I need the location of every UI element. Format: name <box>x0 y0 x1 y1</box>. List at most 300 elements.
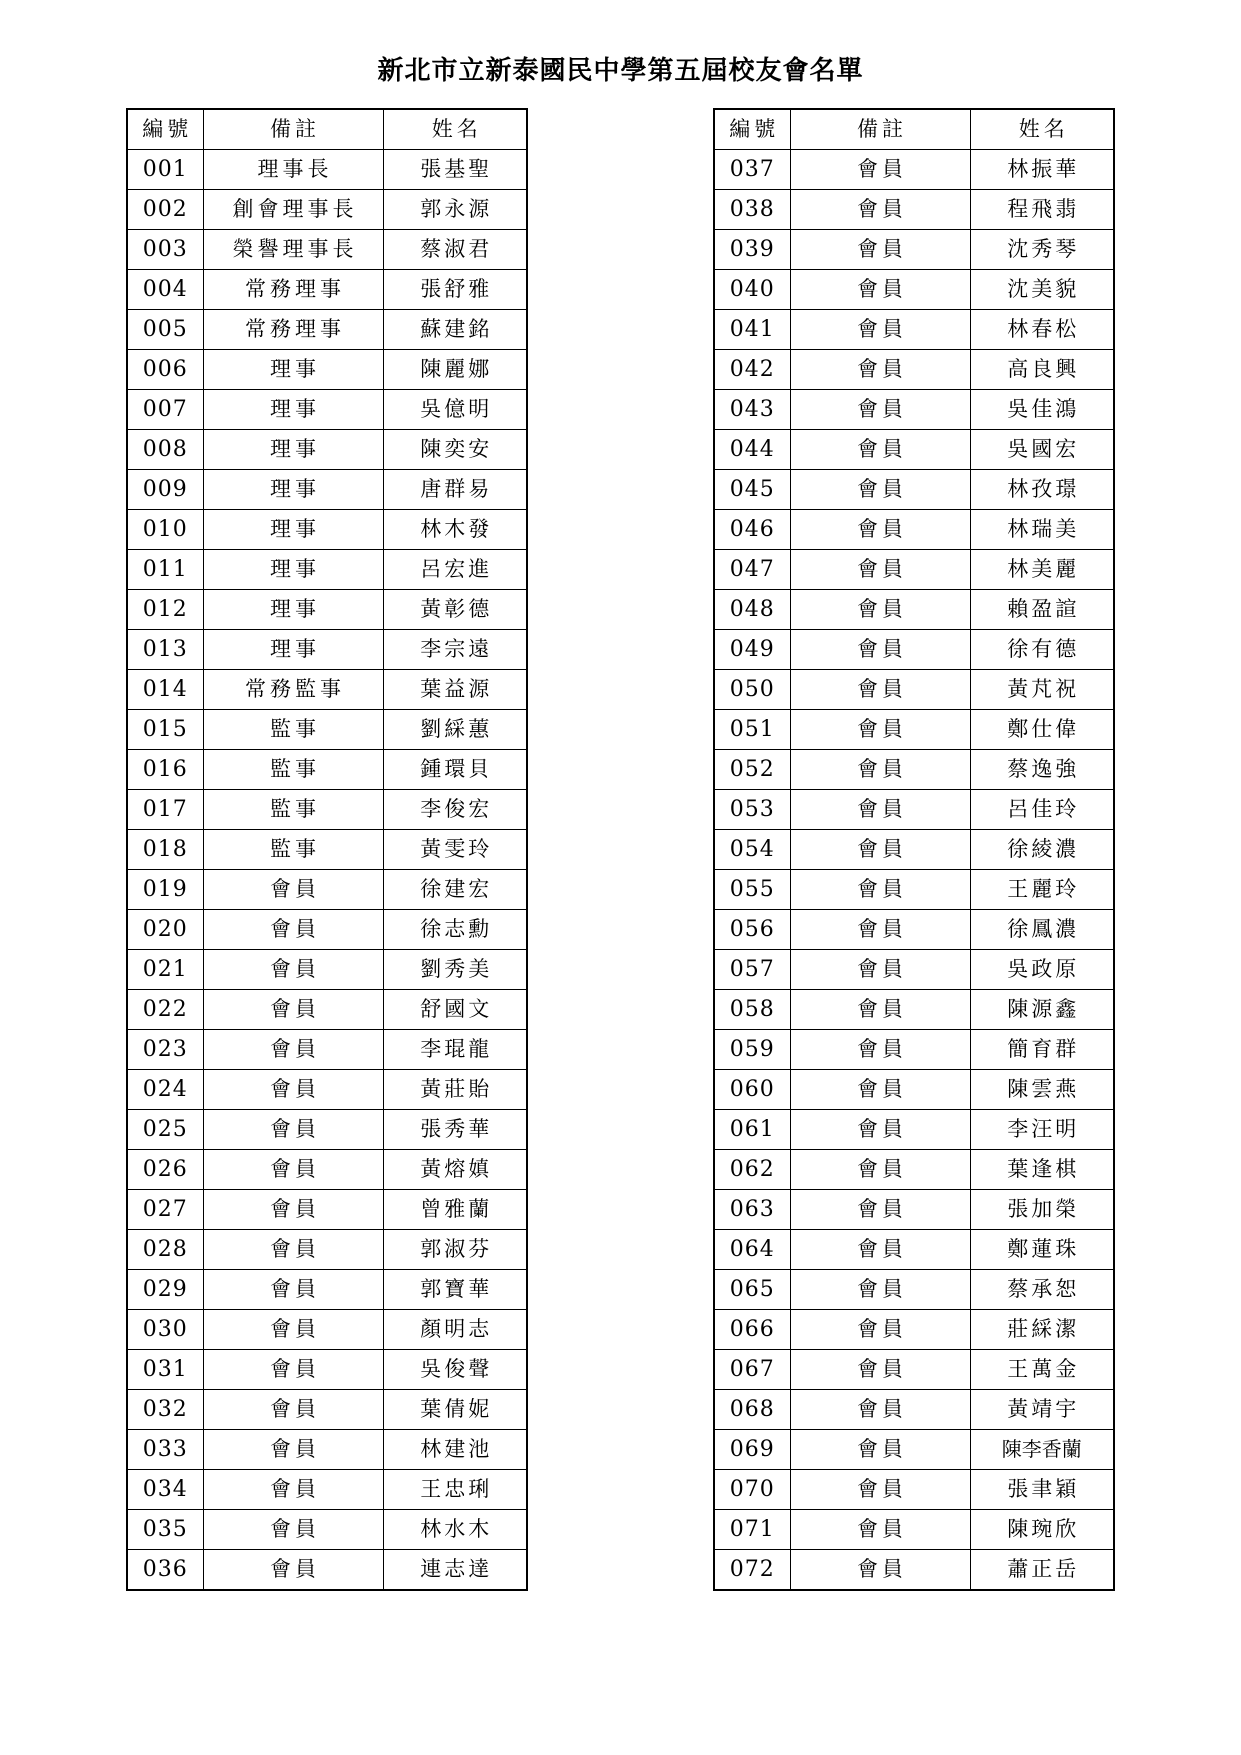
table-row <box>714 510 1114 550</box>
cell-name: 徐有德 <box>970 630 1114 670</box>
roster-table-right-body <box>714 150 1114 1591</box>
cell-id: 055 <box>714 870 790 910</box>
cell-note: 理事長 <box>203 150 383 190</box>
cell-note: 會員 <box>790 950 970 990</box>
cell-id: 005 <box>127 310 203 350</box>
cell-note: 理事 <box>203 550 383 590</box>
cell-name: 黃莊貽 <box>383 1070 527 1110</box>
cell-note: 理事 <box>203 630 383 670</box>
table-row <box>714 1430 1114 1470</box>
table-row <box>714 870 1114 910</box>
table-row <box>714 1070 1114 1110</box>
cell-name: 陳奕安 <box>383 430 527 470</box>
cell-id: 009 <box>127 470 203 510</box>
cell-id: 056 <box>714 910 790 950</box>
column-header-id: 編號 <box>127 109 203 150</box>
table-row <box>714 990 1114 1030</box>
cell-note: 榮譽理事長 <box>203 230 383 270</box>
cell-name: 鄭仕偉 <box>970 710 1114 750</box>
table-row <box>127 790 527 830</box>
table-row <box>127 950 527 990</box>
table-row <box>127 1430 527 1470</box>
cell-id: 007 <box>127 390 203 430</box>
cell-id: 060 <box>714 1070 790 1110</box>
cell-name: 郭寶華 <box>383 1270 527 1310</box>
cell-name: 葉益源 <box>383 670 527 710</box>
cell-name: 蕭正岳 <box>970 1550 1114 1591</box>
cell-id: 028 <box>127 1230 203 1270</box>
cell-name: 黃雯玲 <box>383 830 527 870</box>
cell-name: 李琨龍 <box>383 1030 527 1070</box>
cell-name: 陳雲燕 <box>970 1070 1114 1110</box>
cell-name: 林孜璟 <box>970 470 1114 510</box>
cell-note: 會員 <box>790 1110 970 1150</box>
cell-id: 013 <box>127 630 203 670</box>
cell-id: 026 <box>127 1150 203 1190</box>
cell-name: 鍾環貝 <box>383 750 527 790</box>
cell-id: 061 <box>714 1110 790 1150</box>
cell-name: 李汪明 <box>970 1110 1114 1150</box>
cell-name: 陳源鑫 <box>970 990 1114 1030</box>
table-row <box>127 1190 527 1230</box>
cell-id: 068 <box>714 1390 790 1430</box>
cell-name: 曾雅蘭 <box>383 1190 527 1230</box>
cell-name: 簡育群 <box>970 1030 1114 1070</box>
cell-name: 蘇建銘 <box>383 310 527 350</box>
cell-id: 012 <box>127 590 203 630</box>
cell-note: 會員 <box>790 1430 970 1470</box>
cell-id: 070 <box>714 1470 790 1510</box>
cell-name: 吳國宏 <box>970 430 1114 470</box>
cell-id: 047 <box>714 550 790 590</box>
cell-name: 林木發 <box>383 510 527 550</box>
cell-id: 050 <box>714 670 790 710</box>
cell-name: 林振華 <box>970 150 1114 190</box>
table-row <box>714 910 1114 950</box>
cell-id: 048 <box>714 590 790 630</box>
table-row <box>714 1030 1114 1070</box>
table-row <box>714 190 1114 230</box>
table-row <box>714 150 1114 190</box>
cell-note: 會員 <box>790 310 970 350</box>
cell-note: 會員 <box>790 1510 970 1550</box>
cell-note: 會員 <box>790 830 970 870</box>
cell-note: 會員 <box>790 710 970 750</box>
table-row <box>714 790 1114 830</box>
cell-note: 會員 <box>203 910 383 950</box>
cell-name: 陳麗娜 <box>383 350 527 390</box>
cell-id: 044 <box>714 430 790 470</box>
cell-note: 理事 <box>203 590 383 630</box>
cell-id: 040 <box>714 270 790 310</box>
cell-note: 會員 <box>203 1550 383 1591</box>
cell-id: 020 <box>127 910 203 950</box>
cell-note: 監事 <box>203 830 383 870</box>
cell-note: 會員 <box>790 1390 970 1430</box>
cell-id: 035 <box>127 1510 203 1550</box>
cell-id: 004 <box>127 270 203 310</box>
cell-id: 042 <box>714 350 790 390</box>
cell-id: 015 <box>127 710 203 750</box>
cell-name: 呂佳玲 <box>970 790 1114 830</box>
table-row <box>127 1350 527 1390</box>
cell-note: 會員 <box>203 1310 383 1350</box>
table-row <box>127 1110 527 1150</box>
cell-name: 連志達 <box>383 1550 527 1591</box>
cell-name: 黃熔嫃 <box>383 1150 527 1190</box>
cell-note: 會員 <box>203 1390 383 1430</box>
cell-note: 會員 <box>790 390 970 430</box>
cell-name: 唐群易 <box>383 470 527 510</box>
cell-note: 會員 <box>790 630 970 670</box>
table-row <box>127 910 527 950</box>
cell-note: 常務理事 <box>203 270 383 310</box>
cell-id: 051 <box>714 710 790 750</box>
cell-note: 會員 <box>203 1510 383 1550</box>
table-row <box>127 630 527 670</box>
cell-note: 會員 <box>203 990 383 1030</box>
cell-id: 033 <box>127 1430 203 1470</box>
column-header-note: 備註 <box>790 109 970 150</box>
table-row <box>127 990 527 1030</box>
cell-id: 059 <box>714 1030 790 1070</box>
cell-id: 027 <box>127 1190 203 1230</box>
cell-note: 理事 <box>203 350 383 390</box>
cell-id: 023 <box>127 1030 203 1070</box>
cell-note: 會員 <box>203 1230 383 1270</box>
cell-id: 002 <box>127 190 203 230</box>
cell-note: 會員 <box>790 990 970 1030</box>
cell-name: 莊綵潔 <box>970 1310 1114 1350</box>
table-row <box>127 1310 527 1350</box>
cell-id: 010 <box>127 510 203 550</box>
table-row <box>714 1510 1114 1550</box>
cell-name: 王麗玲 <box>970 870 1114 910</box>
column-header-name: 姓名 <box>970 109 1114 150</box>
table-row <box>714 1470 1114 1510</box>
cell-id: 045 <box>714 470 790 510</box>
cell-name: 黃靖宇 <box>970 1390 1114 1430</box>
table-row <box>127 230 527 270</box>
table-row <box>127 1070 527 1110</box>
cell-note: 理事 <box>203 470 383 510</box>
table-row <box>127 750 527 790</box>
cell-note: 會員 <box>790 1270 970 1310</box>
cell-name: 張舒雅 <box>383 270 527 310</box>
cell-note: 會員 <box>790 670 970 710</box>
cell-name: 徐綾濃 <box>970 830 1114 870</box>
cell-name: 葉逢棋 <box>970 1150 1114 1190</box>
cell-note: 監事 <box>203 710 383 750</box>
table-row <box>714 270 1114 310</box>
table-row <box>127 270 527 310</box>
cell-name: 吳億明 <box>383 390 527 430</box>
cell-id: 006 <box>127 350 203 390</box>
cell-name: 吳政原 <box>970 950 1114 990</box>
cell-id: 016 <box>127 750 203 790</box>
cell-note: 監事 <box>203 750 383 790</box>
table-row <box>714 1270 1114 1310</box>
cell-id: 008 <box>127 430 203 470</box>
cell-note: 會員 <box>790 1030 970 1070</box>
table-row <box>714 350 1114 390</box>
cell-id: 029 <box>127 1270 203 1310</box>
table-row <box>714 1350 1114 1390</box>
cell-note: 會員 <box>790 150 970 190</box>
cell-id: 066 <box>714 1310 790 1350</box>
table-row <box>127 590 527 630</box>
column-header-id: 編號 <box>714 109 790 150</box>
table-row <box>714 710 1114 750</box>
cell-note: 會員 <box>790 1150 970 1190</box>
cell-id: 036 <box>127 1550 203 1591</box>
cell-id: 019 <box>127 870 203 910</box>
cell-note: 會員 <box>790 190 970 230</box>
cell-note: 會員 <box>203 1430 383 1470</box>
cell-name: 王忠琍 <box>383 1470 527 1510</box>
table-row <box>127 390 527 430</box>
cell-note: 會員 <box>790 790 970 830</box>
cell-id: 057 <box>714 950 790 990</box>
cell-name: 鄭蓮珠 <box>970 1230 1114 1270</box>
table-row <box>127 310 527 350</box>
cell-note: 會員 <box>790 1470 970 1510</box>
cell-id: 021 <box>127 950 203 990</box>
table-row <box>127 1470 527 1510</box>
cell-id: 014 <box>127 670 203 710</box>
table-row <box>714 1310 1114 1350</box>
table-row <box>127 830 527 870</box>
cell-name: 陳琬欣 <box>970 1510 1114 1550</box>
cell-note: 會員 <box>790 1190 970 1230</box>
cell-name: 劉綵蕙 <box>383 710 527 750</box>
table-row <box>714 1550 1114 1591</box>
table-row <box>714 230 1114 270</box>
cell-note: 會員 <box>790 590 970 630</box>
table-row <box>127 1550 527 1591</box>
cell-id: 017 <box>127 790 203 830</box>
cell-name: 王萬金 <box>970 1350 1114 1390</box>
cell-id: 030 <box>127 1310 203 1350</box>
cell-name: 劉秀美 <box>383 950 527 990</box>
cell-note: 會員 <box>790 470 970 510</box>
cell-note: 理事 <box>203 390 383 430</box>
cell-note: 會員 <box>203 1470 383 1510</box>
table-row <box>127 1150 527 1190</box>
cell-name: 吳俊聲 <box>383 1350 527 1390</box>
cell-name: 蔡淑君 <box>383 230 527 270</box>
cell-name: 呂宏進 <box>383 550 527 590</box>
cell-id: 053 <box>714 790 790 830</box>
column-header-name: 姓名 <box>383 109 527 150</box>
table-row <box>714 1150 1114 1190</box>
roster-table-left <box>126 108 528 1591</box>
table-row <box>714 750 1114 790</box>
cell-note: 常務理事 <box>203 310 383 350</box>
cell-id: 024 <box>127 1070 203 1110</box>
cell-note: 會員 <box>790 1350 970 1390</box>
cell-note: 常務監事 <box>203 670 383 710</box>
cell-name: 徐鳳濃 <box>970 910 1114 950</box>
cell-note: 會員 <box>790 550 970 590</box>
cell-name: 舒國文 <box>383 990 527 1030</box>
cell-note: 會員 <box>203 1070 383 1110</box>
cell-id: 067 <box>714 1350 790 1390</box>
table-row <box>127 430 527 470</box>
cell-note: 理事 <box>203 430 383 470</box>
table-row <box>127 470 527 510</box>
roster-table-left-body <box>127 150 527 1591</box>
table-row <box>127 1510 527 1550</box>
cell-note: 會員 <box>790 870 970 910</box>
cell-note: 會員 <box>790 1070 970 1110</box>
cell-name: 張加榮 <box>970 1190 1114 1230</box>
table-row <box>714 390 1114 430</box>
cell-note: 會員 <box>203 1110 383 1150</box>
table-row <box>714 1110 1114 1150</box>
table-row <box>714 630 1114 670</box>
cell-name: 黃芃祝 <box>970 670 1114 710</box>
cell-name: 沈美貌 <box>970 270 1114 310</box>
table-row <box>714 1230 1114 1270</box>
cell-name: 林美麗 <box>970 550 1114 590</box>
cell-id: 001 <box>127 150 203 190</box>
cell-id: 031 <box>127 1350 203 1390</box>
table-row <box>714 1390 1114 1430</box>
cell-name: 林水木 <box>383 1510 527 1550</box>
cell-name: 陳李香蘭 <box>970 1430 1114 1470</box>
cell-note: 會員 <box>790 270 970 310</box>
cell-id: 065 <box>714 1270 790 1310</box>
table-row <box>127 1270 527 1310</box>
cell-id: 043 <box>714 390 790 430</box>
table-row <box>127 190 527 230</box>
table-row <box>714 590 1114 630</box>
cell-id: 072 <box>714 1550 790 1591</box>
table-row <box>127 670 527 710</box>
cell-id: 038 <box>714 190 790 230</box>
table-row <box>127 150 527 190</box>
cell-id: 054 <box>714 830 790 870</box>
cell-id: 018 <box>127 830 203 870</box>
cell-name: 張聿穎 <box>970 1470 1114 1510</box>
cell-name: 張秀華 <box>383 1110 527 1150</box>
cell-note: 會員 <box>790 430 970 470</box>
table-row <box>127 1390 527 1430</box>
cell-name: 高良興 <box>970 350 1114 390</box>
cell-id: 039 <box>714 230 790 270</box>
cell-note: 會員 <box>790 350 970 390</box>
cell-note: 會員 <box>790 1230 970 1270</box>
cell-id: 037 <box>714 150 790 190</box>
column-header-note: 備註 <box>203 109 383 150</box>
cell-id: 071 <box>714 1510 790 1550</box>
cell-name: 林春松 <box>970 310 1114 350</box>
cell-id: 011 <box>127 550 203 590</box>
cell-id: 046 <box>714 510 790 550</box>
cell-name: 林建池 <box>383 1430 527 1470</box>
cell-name: 沈秀琴 <box>970 230 1114 270</box>
cell-id: 052 <box>714 750 790 790</box>
cell-name: 賴盈諠 <box>970 590 1114 630</box>
cell-name: 蔡逸強 <box>970 750 1114 790</box>
cell-name: 蔡承恕 <box>970 1270 1114 1310</box>
table-row <box>714 1190 1114 1230</box>
cell-id: 063 <box>714 1190 790 1230</box>
table-row <box>714 830 1114 870</box>
cell-id: 034 <box>127 1470 203 1510</box>
cell-note: 會員 <box>790 750 970 790</box>
cell-name: 徐建宏 <box>383 870 527 910</box>
table-row <box>127 510 527 550</box>
cell-name: 吳佳鴻 <box>970 390 1114 430</box>
cell-name: 黃彰德 <box>383 590 527 630</box>
cell-note: 會員 <box>790 910 970 950</box>
cell-note: 會員 <box>790 1550 970 1591</box>
table-row <box>714 430 1114 470</box>
table-row <box>127 870 527 910</box>
table-row <box>714 470 1114 510</box>
cell-note: 監事 <box>203 790 383 830</box>
roster-tables-container <box>0 87 1241 1591</box>
cell-note: 會員 <box>790 230 970 270</box>
table-row <box>127 550 527 590</box>
cell-name: 葉倩妮 <box>383 1390 527 1430</box>
cell-id: 003 <box>127 230 203 270</box>
table-header-row <box>127 109 527 150</box>
cell-note: 創會理事長 <box>203 190 383 230</box>
cell-id: 058 <box>714 990 790 1030</box>
table-row <box>127 710 527 750</box>
cell-name: 李宗遠 <box>383 630 527 670</box>
roster-table-right <box>713 108 1115 1591</box>
cell-note: 會員 <box>790 510 970 550</box>
cell-name: 張基聖 <box>383 150 527 190</box>
cell-id: 069 <box>714 1430 790 1470</box>
cell-note: 會員 <box>203 870 383 910</box>
cell-name: 林瑞美 <box>970 510 1114 550</box>
table-header-row <box>714 109 1114 150</box>
cell-name: 程飛翡 <box>970 190 1114 230</box>
page-title: 新北市立新泰國民中學第五屆校友會名單 <box>377 56 864 86</box>
table-row <box>127 1230 527 1270</box>
cell-note: 會員 <box>203 1350 383 1390</box>
cell-id: 062 <box>714 1150 790 1190</box>
table-row <box>127 350 527 390</box>
cell-note: 理事 <box>203 510 383 550</box>
table-row <box>714 950 1114 990</box>
cell-name: 李俊宏 <box>383 790 527 830</box>
cell-id: 032 <box>127 1390 203 1430</box>
cell-name: 顏明志 <box>383 1310 527 1350</box>
table-row <box>714 310 1114 350</box>
cell-note: 會員 <box>203 1030 383 1070</box>
cell-id: 064 <box>714 1230 790 1270</box>
cell-name: 徐志勳 <box>383 910 527 950</box>
table-row <box>127 1030 527 1070</box>
cell-note: 會員 <box>790 1310 970 1350</box>
cell-id: 025 <box>127 1110 203 1150</box>
table-row <box>714 550 1114 590</box>
cell-name: 郭永源 <box>383 190 527 230</box>
cell-id: 049 <box>714 630 790 670</box>
cell-id: 041 <box>714 310 790 350</box>
cell-name: 郭淑芬 <box>383 1230 527 1270</box>
table-row <box>714 670 1114 710</box>
cell-id: 022 <box>127 990 203 1030</box>
cell-note: 會員 <box>203 1270 383 1310</box>
cell-note: 會員 <box>203 1190 383 1230</box>
